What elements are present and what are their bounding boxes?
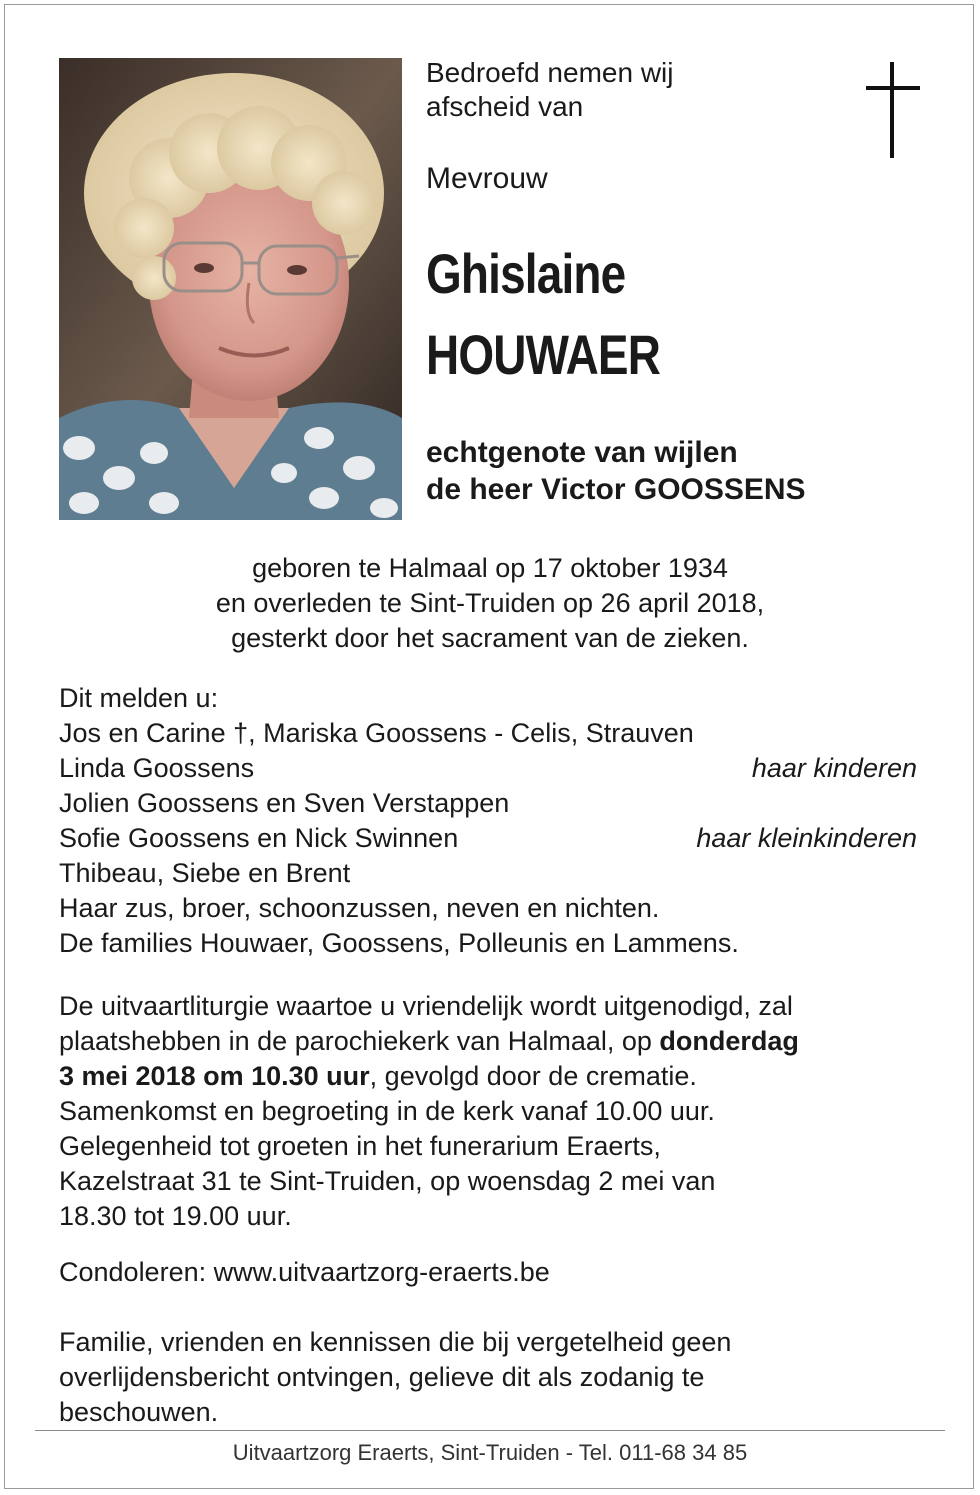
family-list xyxy=(59,681,917,961)
ceremony-line-5: Gelegenheid tot groeten in het funerarium Eraerts, xyxy=(59,1131,661,1161)
family-names: Linda Goossens xyxy=(59,753,255,783)
ceremony-line-6: Kazelstraat 31 te Sint-Truiden, op woensdag 2 mei van xyxy=(59,1166,716,1196)
family-role: haar kleinkinderen xyxy=(696,823,917,853)
family-row xyxy=(59,926,917,961)
family-names: Sofie Goossens en Nick Swinnen xyxy=(59,823,459,853)
birth-death-info xyxy=(0,551,980,656)
family-row xyxy=(59,856,917,891)
family-names: Haar zus, broer, schoonzussen, neven en nichten. xyxy=(59,893,660,923)
intro-line-1: Bedroefd nemen wij xyxy=(426,57,674,88)
family-row xyxy=(59,786,917,821)
ceremony-info xyxy=(59,989,929,1234)
family-row xyxy=(59,891,917,926)
footer-text: Uitvaartzorg Eraerts, Sint-Truiden - Tel. 011-68 34 85 xyxy=(232,1440,748,1465)
family-names: Jolien Goossens en Sven Verstappen xyxy=(59,788,510,818)
notice-line-2: overlijdensbericht ontvingen, gelieve dit als zodanig te xyxy=(59,1362,705,1392)
birth-line-2: en overleden te Sint-Truiden op 26 april 2018, xyxy=(215,588,765,618)
condolence-link: Condoleren: www.uitvaartzorg-eraerts.be xyxy=(59,1257,550,1287)
spouse-line-1: echtgenote van wijlen xyxy=(426,436,738,469)
birth-line-3: gesterkt door het sacrament van de zieken. xyxy=(231,623,749,653)
family-intro: Dit melden u: xyxy=(59,683,219,713)
family-row xyxy=(59,821,917,856)
notice-line-1: Familie, vrienden en kennissen die bij vergetelheid geen xyxy=(59,1327,732,1357)
notice-line-3: beschouwen. xyxy=(59,1397,219,1427)
deceased-last-name: HOUWAER xyxy=(426,323,661,386)
ceremony-day: donderdag xyxy=(659,1026,799,1056)
honorific: Mevrouw xyxy=(426,162,548,195)
ceremony-line-4: Samenkomst en begroeting in de kerk vanaf 10.00 uur. xyxy=(59,1096,715,1126)
notice-text xyxy=(59,1325,929,1430)
deceased-first-name: Ghislaine xyxy=(426,242,626,305)
ceremony-date-time: 3 mei 2018 om 10.30 uur xyxy=(59,1061,370,1091)
intro-line-2: afscheid van xyxy=(426,91,584,122)
intro-text xyxy=(426,56,673,124)
family-role: haar kinderen xyxy=(751,753,917,783)
ceremony-line-2-text: plaatshebben in de parochiekerk van Halmaal, op xyxy=(59,1026,660,1056)
cross-icon xyxy=(864,62,924,158)
ceremony-line-7: 18.30 tot 19.00 uur. xyxy=(59,1201,292,1231)
family-names: Jos en Carine †, Mariska Goossens - Celis, Strauven xyxy=(59,718,694,748)
ceremony-line-1: De uitvaartliturgie waartoe u vriendelijk wordt uitgenodigd, zal xyxy=(59,991,793,1021)
spouse-line-2: de heer Victor GOOSSENS xyxy=(426,473,806,506)
footer-divider xyxy=(35,1430,945,1431)
family-names: De families Houwaer, Goossens, Polleunis en Lammens. xyxy=(59,928,739,958)
birth-line-1: geboren te Halmaal op 17 oktober 1934 xyxy=(252,553,728,583)
ceremony-line-3-text: , gevolgd door de crematie. xyxy=(369,1061,697,1091)
portrait-photo xyxy=(59,58,402,520)
family-row xyxy=(59,751,917,786)
family-row xyxy=(59,716,917,751)
family-names: Thibeau, Siebe en Brent xyxy=(59,858,351,888)
ceremony-line-2 xyxy=(59,1024,929,1059)
ceremony-line-3 xyxy=(59,1059,929,1094)
spouse-info xyxy=(426,434,806,508)
